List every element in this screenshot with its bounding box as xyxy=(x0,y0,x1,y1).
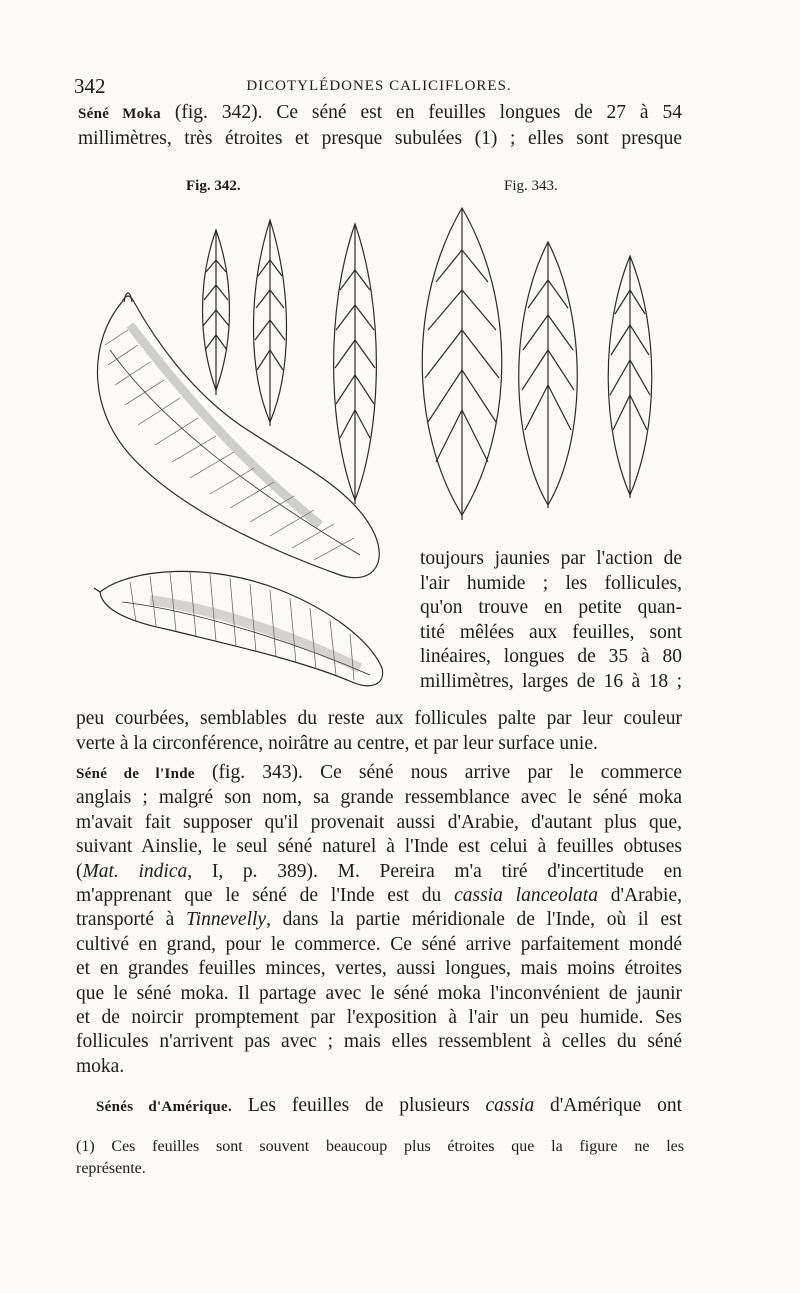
text-line: follicules n'arrivent pas avec ; mais elles ressemblent à celles du séné xyxy=(76,1031,682,1053)
inde-leaf-3 xyxy=(608,256,652,498)
text-fragment: d'Arabie, xyxy=(597,885,682,907)
heading-senes-amerique: Sénés d'Amérique. xyxy=(96,1099,233,1115)
heading-sene-inde: Séné de l'Inde xyxy=(76,766,195,782)
text-fragment: , dans la partie méridionale de l'Inde, où il est xyxy=(266,909,682,931)
text-line: verte à la circonférence, noirâtre au centre, et par leur surface unie. xyxy=(76,732,598,754)
section-sene-moka-intro xyxy=(78,101,682,151)
species-italic: cassia lanceolata xyxy=(454,885,598,907)
text-line: qu'on trouve en petite quan- xyxy=(420,597,682,619)
genus-italic: cassia xyxy=(485,1095,535,1116)
text-line: moka. xyxy=(76,1055,125,1077)
running-title: DICOTYLÉDONES CALICIFLORES. xyxy=(246,78,512,94)
page-header xyxy=(74,74,684,100)
text-line: linéaires, longues de 35 à 80 xyxy=(420,646,682,668)
text-line: anglais ; malgré son nom, sa grande ressemblance avec le séné moka xyxy=(76,787,682,809)
text-line: millimètres, très étroites et presque subulées (1) ; elles sont presque xyxy=(78,127,682,149)
moka-leaf-3 xyxy=(334,224,377,504)
text-line: l'air humide ; les follicules, xyxy=(420,572,682,594)
follicle-pod-2 xyxy=(94,571,383,685)
text-line: et en grandes feuilles minces, vertes, aussi longues, mais moins étroites xyxy=(76,958,682,980)
text-line: millimètres, larges de 16 à 18 ; xyxy=(420,670,682,692)
text-fragment: d'Amérique ont xyxy=(534,1095,682,1116)
heading-sene-moka: Séné Moka xyxy=(78,106,161,122)
text-fragment: m'apprenant que le séné de l'Inde est du xyxy=(76,885,455,907)
text-line: m'avait fait supposer qu'il provenait aussi d'Arabie, d'autant plus que, xyxy=(76,811,682,833)
footnote-line: représente. xyxy=(76,1160,146,1177)
moka-leaf-1 xyxy=(203,230,230,395)
fig-343-label: Fig. 343. xyxy=(504,178,558,194)
page-number: 342 xyxy=(74,74,106,98)
text-line: suivant Ainslie, le seul séné naturel à l'Inde est celui à feuilles obtuses xyxy=(76,836,682,858)
place-italic: Tinnevelly xyxy=(185,909,267,931)
continued-paragraph xyxy=(76,707,682,756)
inde-leaf-2 xyxy=(519,242,578,508)
text-line: que le séné moka. Il partage avec le séné moka l'inconvénient de jaunir xyxy=(76,982,682,1004)
inde-leaf-1 xyxy=(422,208,502,520)
text-line: peu courbées, semblables du reste aux follicules palte par leur couleur xyxy=(76,708,682,729)
moka-leaf-2 xyxy=(254,220,287,426)
text-fragment: ( xyxy=(76,860,83,882)
text-line: (fig. 342). Ce séné est en feuilles longues de 27 à 54 xyxy=(160,102,682,123)
footnote xyxy=(76,1136,684,1180)
section-senes-amerique xyxy=(96,1094,682,1120)
fig-342-label: Fig. 342. xyxy=(186,178,241,194)
text-fragment: , I, p. 389). M. Pereira m'a tiré d'incertitude en xyxy=(187,860,682,882)
citation-italic: Mat. indica xyxy=(82,860,188,882)
text-line: tité mêlées aux feuilles, sont xyxy=(420,621,682,643)
text-line: (fig. 343). Ce séné nous arrive par le commerce xyxy=(194,762,683,783)
text-line: toujours jaunies par l'action de xyxy=(420,548,682,569)
section-sene-inde xyxy=(76,761,682,1079)
text-fragment: transporté à xyxy=(76,909,186,931)
wrap-text-block xyxy=(420,547,682,695)
text-line: et de noircir promptement par l'exposition à l'air un peu humide. Ses xyxy=(76,1007,682,1029)
follicle-pod-1 xyxy=(97,293,379,578)
text-line: cultivé en grand, pour le commerce. Ce séné arrive parfaitement mondé xyxy=(76,933,682,955)
text-fragment: Les feuilles de plusieurs xyxy=(232,1095,486,1116)
footnote-line: (1) Ces feuilles sont souvent beaucoup plus étroites que la figure ne les xyxy=(76,1138,684,1155)
